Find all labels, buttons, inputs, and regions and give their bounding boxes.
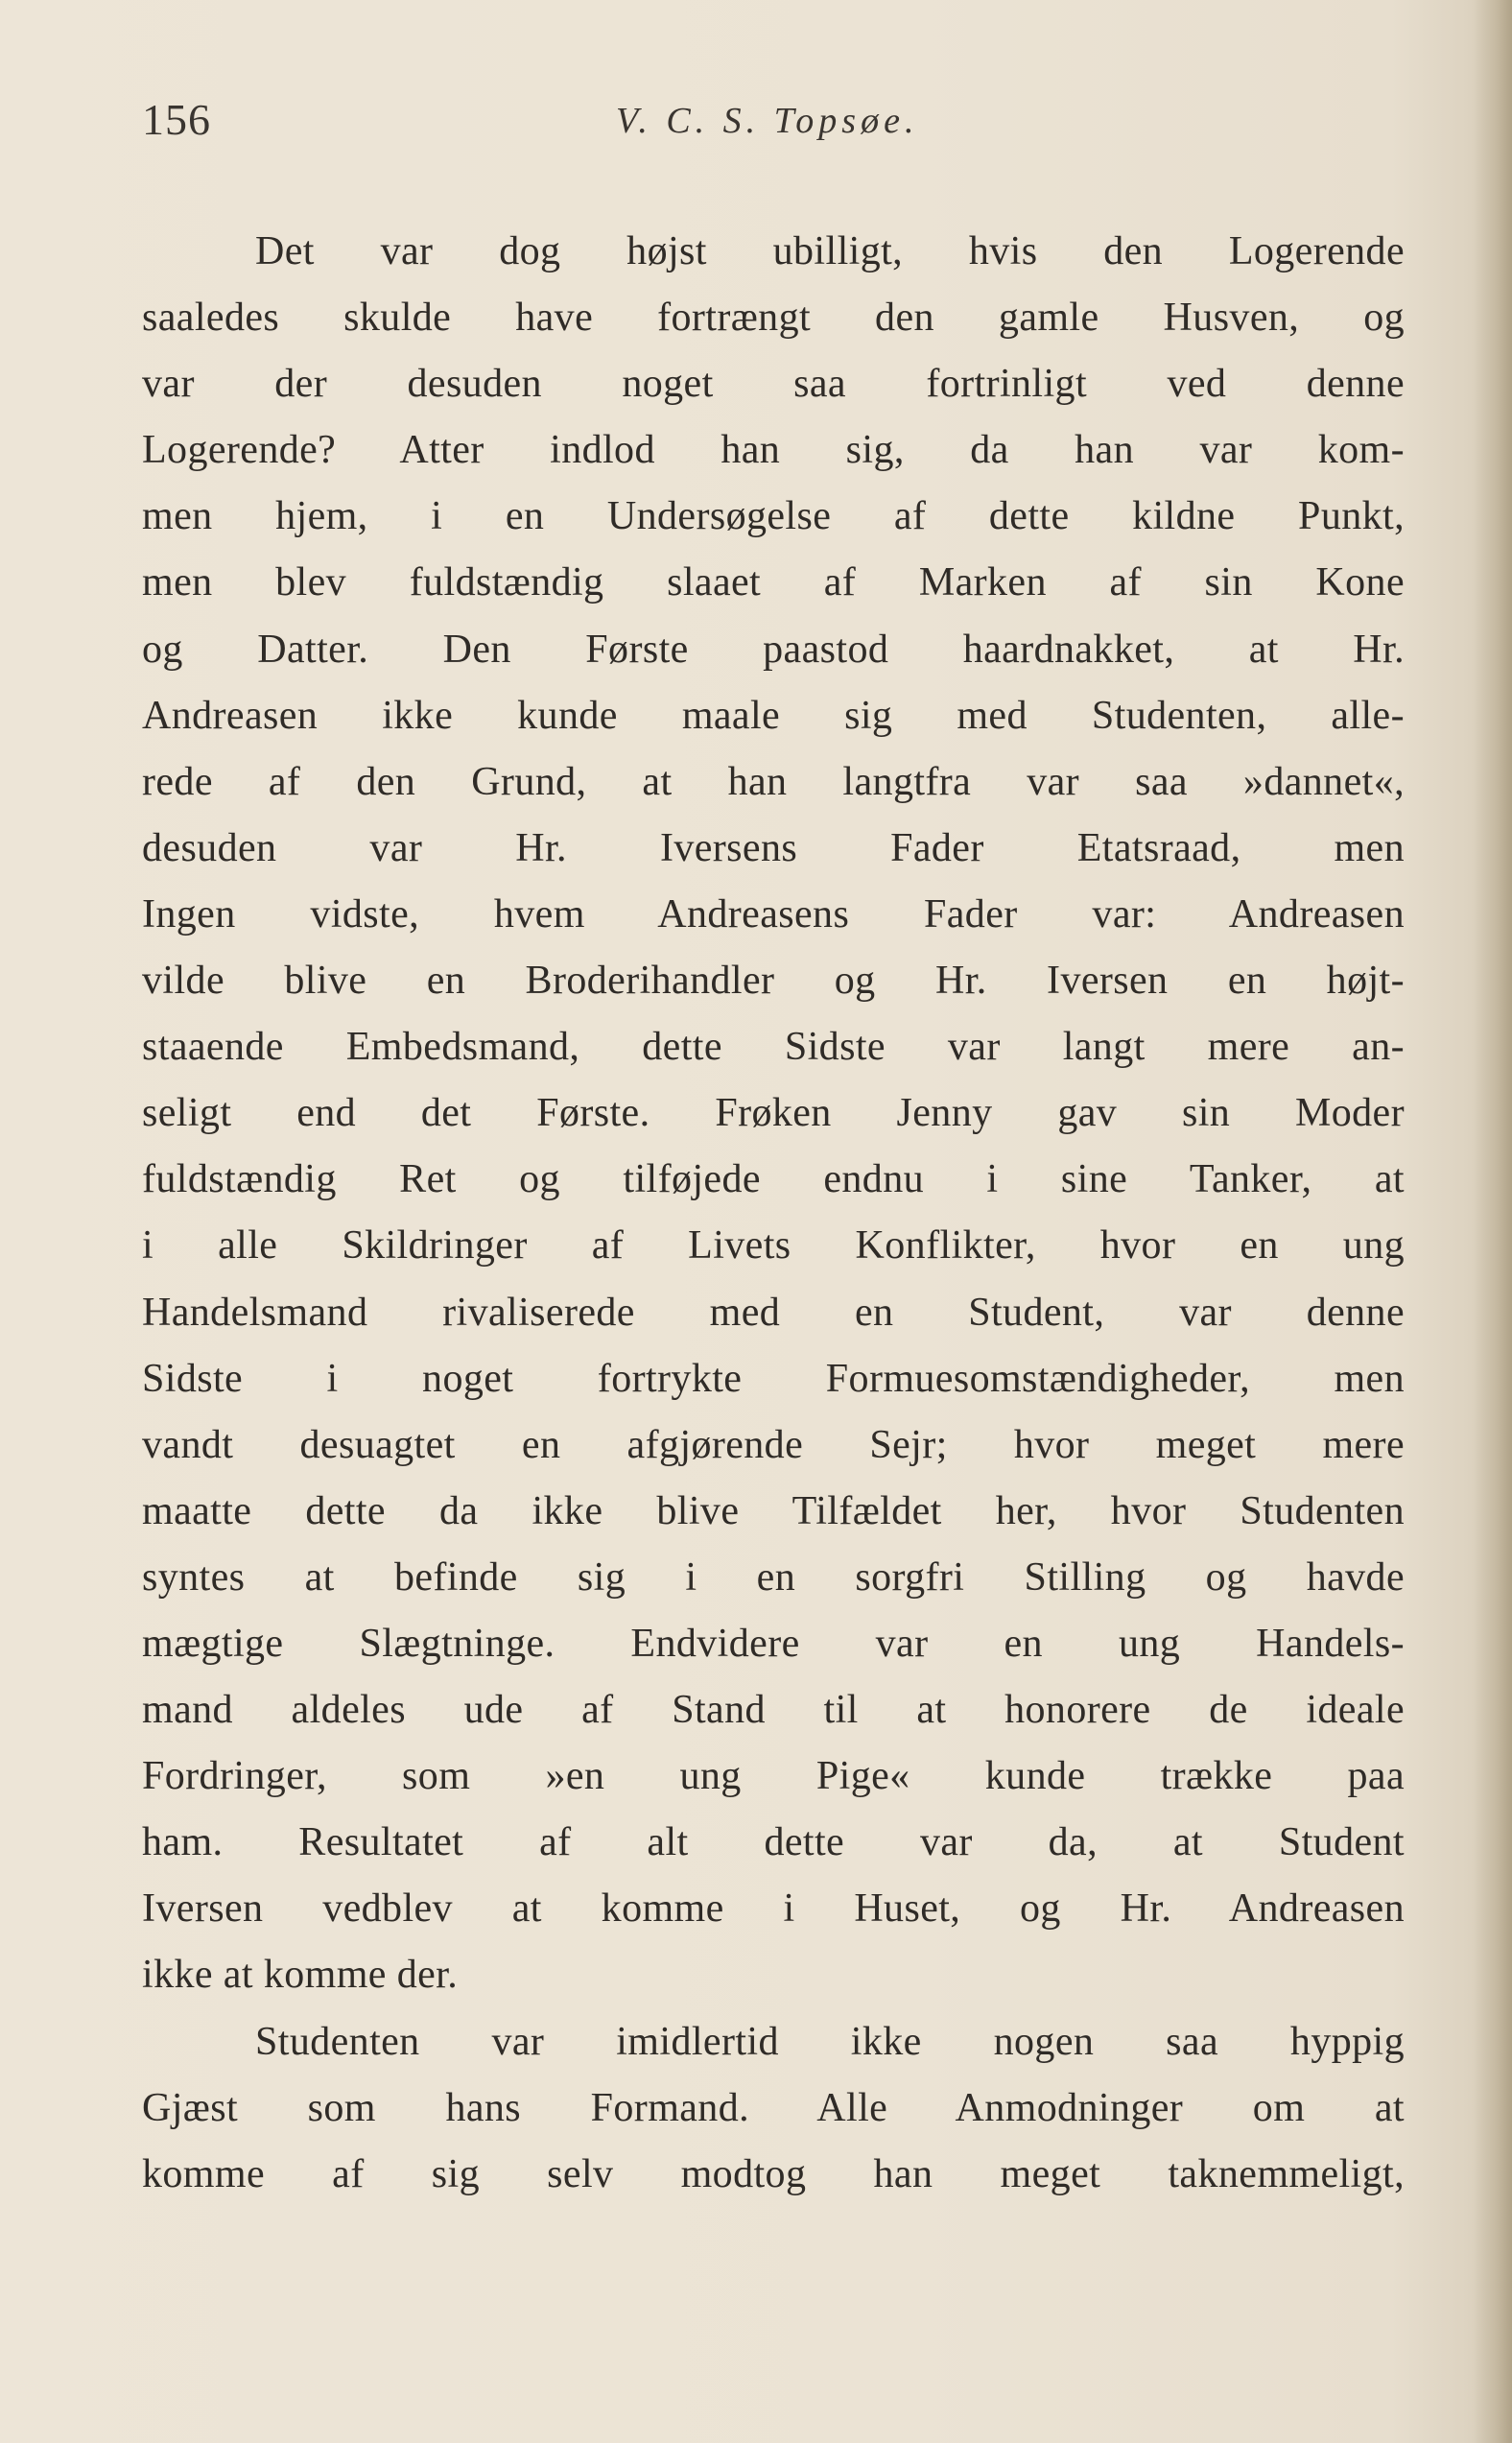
paragraph-end-line: ikke at komme der. <box>142 1953 459 1998</box>
text-line: i alle Skildringer af Livets Konflikter, hvor en ung <box>142 1223 1405 1269</box>
page-edge-shadow <box>1474 0 1512 2443</box>
text-line: desuden var Hr. Iversens Fader Etatsraad, men <box>142 825 1405 870</box>
text-line: Studenten var imidlertid ikke nogen saa hyppig <box>255 2019 1405 2064</box>
text-line: vandt desuagtet en afgjørende Sejr; hvor meget mere <box>142 1422 1405 1467</box>
text-line: mand aldeles ude af Stand til at honorere de ideale <box>142 1688 1405 1733</box>
text-line: Det var dog højst ubilligt, hvis den Logerende <box>255 229 1405 273</box>
text-line: fuldstændig Ret og tilføjede endnu i sine Tanker, at <box>142 1157 1405 1202</box>
page-number: 156 <box>142 95 211 144</box>
text-line: saaledes skulde have fortrængt den gamle Husven, og <box>142 296 1405 341</box>
text-line: Gjæst som hans Formand. Alle Anmodninger om at <box>142 2085 1405 2130</box>
text-line: Handelsmand rivaliserede med en Student, var denne <box>142 1290 1405 1335</box>
text-line: Iversen vedblev at komme i Huset, og Hr. Andreasen <box>142 1886 1405 1932</box>
text-line: men hjem, i en Undersøgelse af dette kildne Punkt, <box>142 494 1405 539</box>
text-line: mægtige Slægtninge. Endvidere var en ung Handels- <box>142 1621 1405 1666</box>
body-text <box>142 219 1405 2208</box>
text-line: men blev fuldstændig slaaet af Marken af sin Kone <box>142 560 1405 605</box>
text-line: Sidste i noget fortrykte Formuesomstændigheder, men <box>142 1356 1405 1401</box>
text-line: og Datter. Den Første paastod haardnakket, at Hr. <box>142 627 1405 672</box>
text-line: komme af sig selv modtog han meget taknemmeligt, <box>142 2151 1405 2196</box>
text-line: maatte dette da ikke blive Tilfældet her, hvor Studenten <box>142 1488 1405 1533</box>
text-line: vilde blive en Broderihandler og Hr. Iversen en højt- <box>142 959 1405 1004</box>
text-line: staaende Embedsmand, dette Sidste var langt mere an- <box>142 1025 1405 1070</box>
text-line: var der desuden noget saa fortrinligt ved denne <box>142 362 1405 407</box>
page-header <box>142 94 1405 161</box>
text-line: ham. Resultatet af alt dette var da, at Student <box>142 1820 1405 1865</box>
text-line: Fordringer, som »en ung Pige« kunde trække paa <box>142 1754 1405 1799</box>
text-line: Ingen vidste, hvem Andreasens Fader var: Andreasen <box>142 891 1405 937</box>
text-line: rede af den Grund, at han langtfra var saa »dannet«, <box>142 759 1405 804</box>
text-line: Andreasen ikke kunde maale sig med Studenten, alle- <box>142 693 1405 738</box>
text-line: seligt end det Første. Frøken Jenny gav sin Moder <box>142 1091 1405 1136</box>
text-line: Logerende? Atter indlod han sig, da han var kom- <box>142 428 1405 473</box>
text-line: syntes at befinde sig i en sorgfri Stilling og havde <box>142 1554 1405 1600</box>
running-head: V. C. S. Topsøe. <box>616 101 919 141</box>
